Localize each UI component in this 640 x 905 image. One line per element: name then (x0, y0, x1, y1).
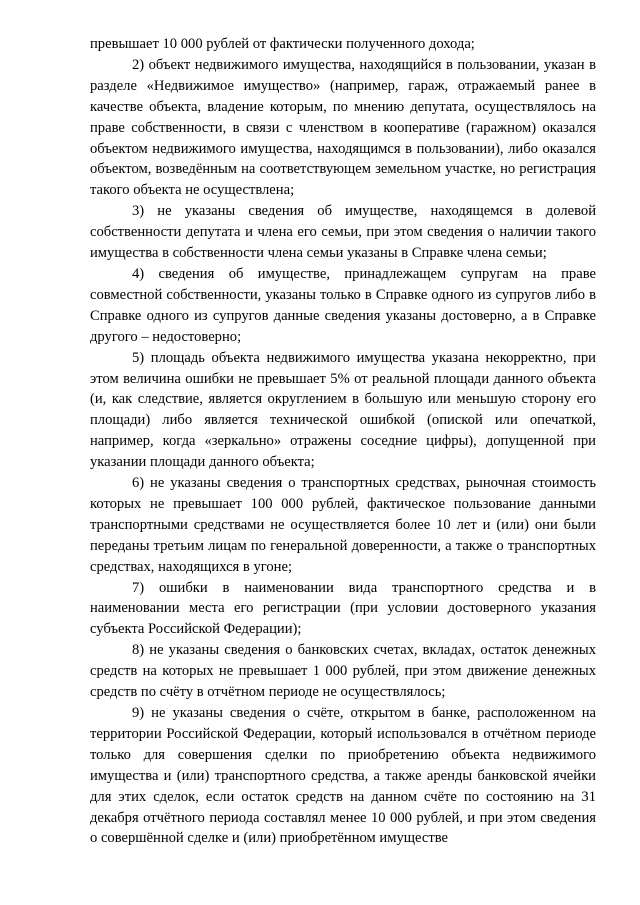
paragraph-item-3: 3) не указаны сведения об имуществе, находящемся в долевой собственности депутата и члена его семьи, при этом сведения о наличии такого имущества в собственности члена семьи указаны в Справке члена семьи; (90, 203, 596, 262)
paragraph-item-9: 9) не указаны сведения о счёте, открытом в банке, расположенном на территории Российской Федерации, который использовался в отчётном периоде только для совершения сделки по приобретению объекта недвижимого имущества и (или) транспортного средства, а также аренды банковской ячейки для этих сделок, если остаток средств на данном счёте по состоянию на 31 декабря отчётного периода составлял менее 10 000 рублей, и при этом сведения о совершённой сделке и (или) приобретённом имуществе (90, 705, 596, 847)
paragraph-item-6: 6) не указаны сведения о транспортных средствах, рыночная стоимость которых не превышает 100 000 рублей, фактическое пользование данными транспортными средствами не осуществляется более 10 лет и (или) они были переданы третьим лицам по генеральной доверенности, а также о транспортных средствах, находящихся в угоне; (90, 475, 596, 575)
paragraph-item-4: 4) сведения об имуществе, принадлежащем супругам на праве совместной собственности, указаны только в Справке одного из супругов либо в Справке одного из супругов данные сведения указаны достоверно, а в Справке другого – недостоверно; (90, 265, 596, 345)
paragraph-item-5: 5) площадь объекта недвижимого имущества указана некорректно, при этом величина ошибки не превышает 5% от реальной площади данного объекта (и, как следствие, является округлением в большую или меньшую сторону его площади) либо является технической ошибкой (опиской или опечаткой, например, когда «зеркально» отражены соседние цифры), допущенной при указании площади данного объекта; (90, 349, 596, 471)
paragraph-item-2: 2) объект недвижимого имущества, находящийся в пользовании, указан в разделе «Недвижимое имущество» (например, гараж, отражаемый ранее в качестве объекта, владение которым, по мнению депутата, осуществлялось на праве собственности, в связи с членством в кооперативе (гаражном) оказался объектом недвижимого имущества, находящимся в пользовании), либо оказался объектом, возведённым на соответствующем земельном участке, но регистрация такого объекта не осуществлена; (90, 56, 596, 199)
paragraph-continuation: превышает 10 000 рублей от фактически полученного дохода; (90, 36, 475, 52)
paragraph-item-7: 7) ошибки в наименовании вида транспортного средства и в наименовании места его регистрации (при условии достоверного указания субъекта Российской Федерации); (90, 579, 596, 638)
paragraph-item-8: 8) не указаны сведения о банковских счетах, вкладах, остаток денежных средств на которых не превышает 1 000 рублей, при этом движение денежных средств по счёту в отчётном периоде не осуществлялось; (90, 642, 596, 701)
document-page (90, 34, 596, 849)
